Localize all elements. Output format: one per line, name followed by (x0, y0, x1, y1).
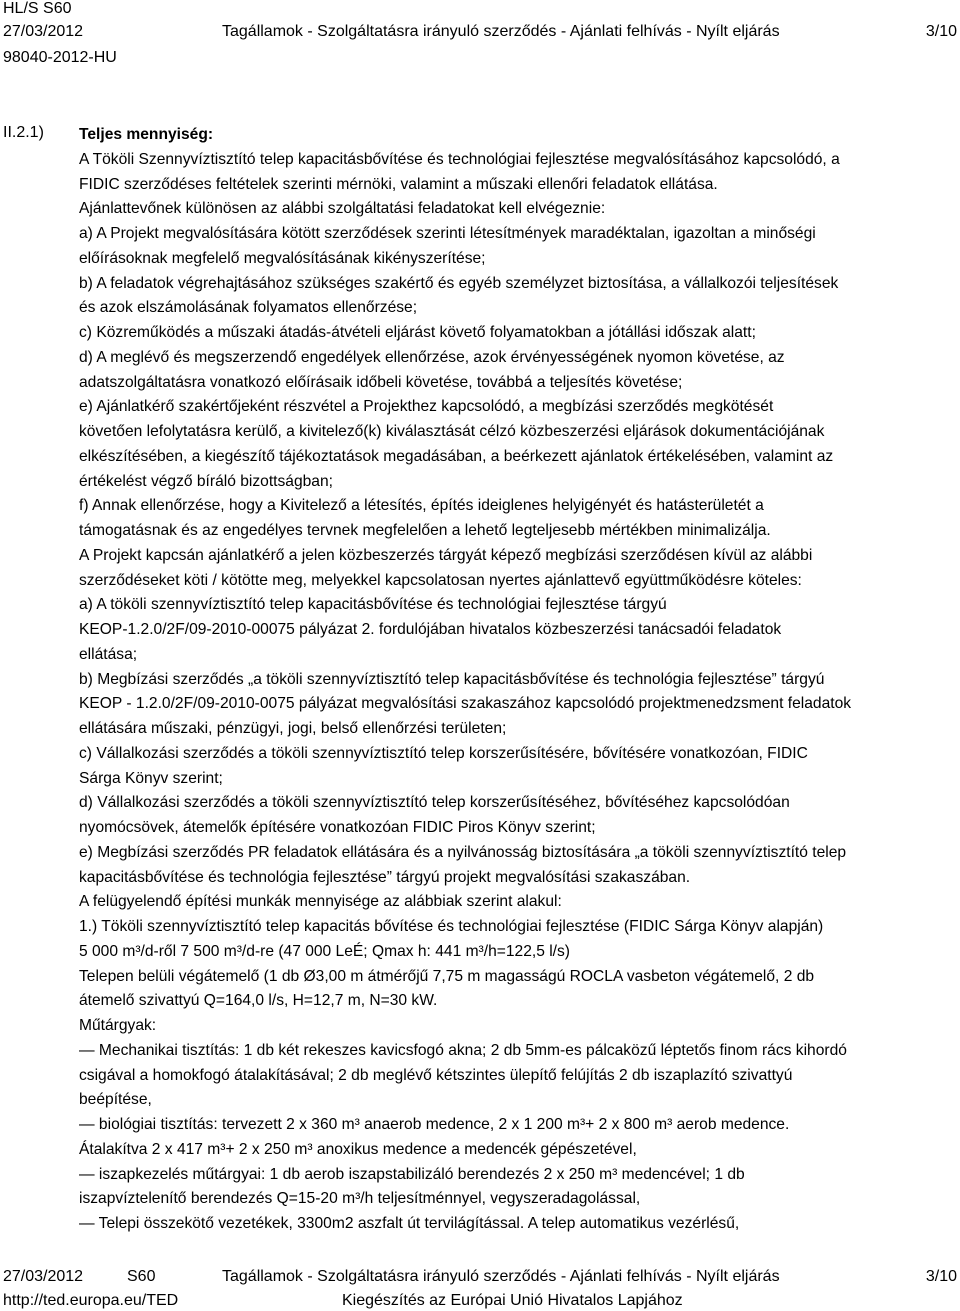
footer-page-number: 3/10 (925, 1268, 957, 1285)
body-text-line: szerződéseket köti / kötötte meg, melyekkel kapcsolatosan nyertes ajánlattevő együttműködésre köteles: (79, 571, 802, 589)
body-text-line: értékelést végző bíráló bizottságban; (79, 472, 333, 490)
body-text-line: csigával a homokfogó átalakításával; 2 db meglévő kétszintes ülepítő felújítás 2 db iszaplazító szivattyú (79, 1066, 793, 1084)
body-text-line: Telepen belüli végátemelő (1 db Ø3,00 m átmérőjű 7,75 m magasságú ROCLA vasbeton végátemelő, 2 db (79, 967, 815, 985)
body-text-line: A Projekt kapcsán ajánlatkérő a jelen közbeszerzés tárgyát képező megbízási szerződésen kívül az alábbi (79, 546, 813, 564)
body-text-line: támogatásnak és az engedélyes tervnek megfelelően a lehető legteljesebb mértékben minimalizálja. (79, 522, 771, 539)
body-text-line: ellátására műszaki, pénzügyi, jogi, belső ellenőrzési területen; (79, 720, 507, 737)
body-text-line: d) A meglévő és megszerzendő engedélyek ellenőrzése, azok érvényességének nyomon követése, az (79, 348, 785, 366)
body-text-line: Műtárgyak: (79, 1017, 157, 1034)
body-text-line: — iszapkezelés műtárgyai: 1 db aerob iszapstabilizáló berendezés 2 x 250 m³ medencével; 1 db (79, 1165, 745, 1183)
footer-title: Tagállamok - Szolgáltatásra irányuló szerződés - Ajánlati felhívás - Nyílt eljárás (222, 1268, 780, 1285)
body-text-line: átemelő szivattyú Q=164,0 l/s, H=12,7 m, N=30 kW. (79, 992, 438, 1010)
body-text-line: a) A Projekt megvalósítására kötött szerződések szerinti létesítmények maradéktalan, igazoltan a minőségi (79, 225, 816, 242)
body-text-line: b) A feladatok végrehajtásához szükséges szakértő és egyéb személyzet biztosítása, a vállalkozói teljesítések (79, 274, 839, 292)
header-document-id: 98040-2012-HU (3, 49, 117, 66)
header-series-line: HL/S S60 (3, 0, 72, 17)
body-text-line: d) Vállalkozási szerződés a tököli szennyvíztisztító telep korszerűsítéséhez, bővítéséhez kapcsolódóan (79, 794, 790, 812)
body-text-line: előírásoknak megfelelő megvalósításának kikényszerítése; (79, 249, 486, 267)
body-text-line: — Mechanikai tisztítás: 1 db két rekeszes kavicsfogó akna; 2 db 5mm-es pálcaközű léptetős finom rács kihordó (79, 1041, 847, 1059)
body-text-line: beépítése, (79, 1091, 152, 1109)
body-text-line: elkészítésében, a kiegészítő tájékoztatások megadásában, a beérkezett ajánlatok értékelésében, valamint az (79, 447, 834, 465)
section-number: II.2.1) (3, 124, 44, 141)
body-text-line: A felügyelendő építési munkák mennyisége az alábbiak szerint alakul: (79, 893, 562, 911)
header-date: 27/03/2012 (3, 23, 84, 40)
footer-url: http://ted.europa.eu/TED (3, 1292, 179, 1309)
body-text-line: ellátása; (79, 645, 138, 663)
body-text-line: követően lefolytatásra kerülő, a kivitelező(k) kiválasztását célzó közbeszerzési eljárások dokumentációjának (79, 423, 825, 440)
body-text-line: kapacitásbővítése és technológia fejlesztése” tárgyú projekt megvalósítási szakaszában. (79, 868, 691, 886)
body-text-line: Átalakítva 2 x 417 m³+ 2 x 250 m³ anoxikus medence a medencék gépészetével, (79, 1140, 637, 1158)
body-text-line: Ajánlattevőnek különösen az alábbi szolgáltatási feladatokat kell elvégeznie: (79, 200, 606, 218)
body-text-line: f) Annak ellenőrzése, hogy a Kivitelező a létesítés, építés ideiglenes helyigényét és hatásterületét a (79, 497, 764, 515)
body-text-line: FIDIC szerződéses feltételek szerinti mérnöki, valamint a műszaki ellenőri feladatok ellátása. (79, 175, 718, 193)
body-text-line: c) Közreműködés a műszaki átadás-átvételi eljárást követő folyamatokban a jótállási időszak alatt; (79, 324, 756, 341)
footer-date: 27/03/2012 (3, 1268, 84, 1285)
body-text-line: A Tököli Szennyvíztisztító telep kapacitásbővítése és technológiai fejlesztése megvalósításához kapcsolódó, a (79, 150, 840, 168)
body-text-line: és azok elszámolásának folyamatos ellenőrzése; (79, 299, 418, 317)
footer-series: S60 (127, 1268, 156, 1285)
body-text-line: Sárga Könyv szerint; (79, 769, 223, 787)
body-text-line: — biológiai tisztítás: tervezett 2 x 360 m³ anaerob medence, 2 x 1 200 m³+ 2 x 800 m³ aerob medence. (79, 1116, 790, 1133)
section-body (79, 123, 959, 1237)
section-heading: Teljes mennyiség: (79, 126, 214, 143)
footer-journal: Kiegészítés az Európai Unió Hivatalos Lapjához (342, 1292, 683, 1309)
body-text-line: adatszolgáltatásra vonatkozó előírásaik időbeli követése, továbbá a teljesítés követése; (79, 373, 683, 391)
body-text-line: a) A tököli szennyvíztisztító telep kapacitásbővítése és technológiai fejlesztése tárgyú (79, 596, 667, 614)
body-text-line: KEOP-1.2.0/2F/09-2010-00075 pályázat 2. fordulójában hivatalos közbeszerzési tanácsadói feladatok (79, 621, 782, 638)
body-text-line: — Telepi összekötő vezetékek, 3300m2 aszfalt út tervilágítással. A telep automatikus vezérlésű, (79, 1215, 740, 1232)
header-title: Tagállamok - Szolgáltatásra irányuló szerződés - Ajánlati felhívás - Nyílt eljárás (222, 23, 780, 40)
body-text-line: 5 000 m³/d-ről 7 500 m³/d-re (47 000 LeÉ; Qmax h: 441 m³/h=122,5 l/s) (79, 942, 571, 960)
body-text-line: e) Ajánlatkérő szakértőjeként részvétel a Projekthez kapcsolódó, a megbízási szerződés megkötését (79, 398, 774, 416)
body-text-line: c) Vállalkozási szerződés a tököli szennyvíztisztító telep korszerűsítésére, bővítésére vonatkozóan, FIDIC (79, 744, 808, 762)
body-text-line: b) Megbízási szerződés „a tököli szennyvíztisztító telep kapacitásbővítése és technológia fejlesztése” tárgyú (79, 670, 825, 688)
body-text-line: iszapvíztelenítő berendezés Q=15-20 m³/h teljesítménnyel, vegyszeradagolással, (79, 1190, 641, 1208)
header-page-number: 3/10 (925, 23, 957, 40)
body-text-line: KEOP - 1.2.0/2F/09-2010-0075 pályázat megvalósítási szakaszához kapcsolódó projektmenedzsment feladatok (79, 695, 852, 713)
body-text-line: nyomócsövek, átemelők építésére vonatkozóan FIDIC Piros Könyv szerint; (79, 819, 596, 836)
body-text-line: 1.) Tököli szennyvíztisztító telep kapacitás bővítése és technológiai fejlesztése (FIDIC Sárga Könyv alapján) (79, 918, 824, 935)
body-text-line: e) Megbízási szerződés PR feladatok ellátására és a nyilvánosság biztosítására „a tököli szennyvíztisztító telep (79, 843, 847, 861)
